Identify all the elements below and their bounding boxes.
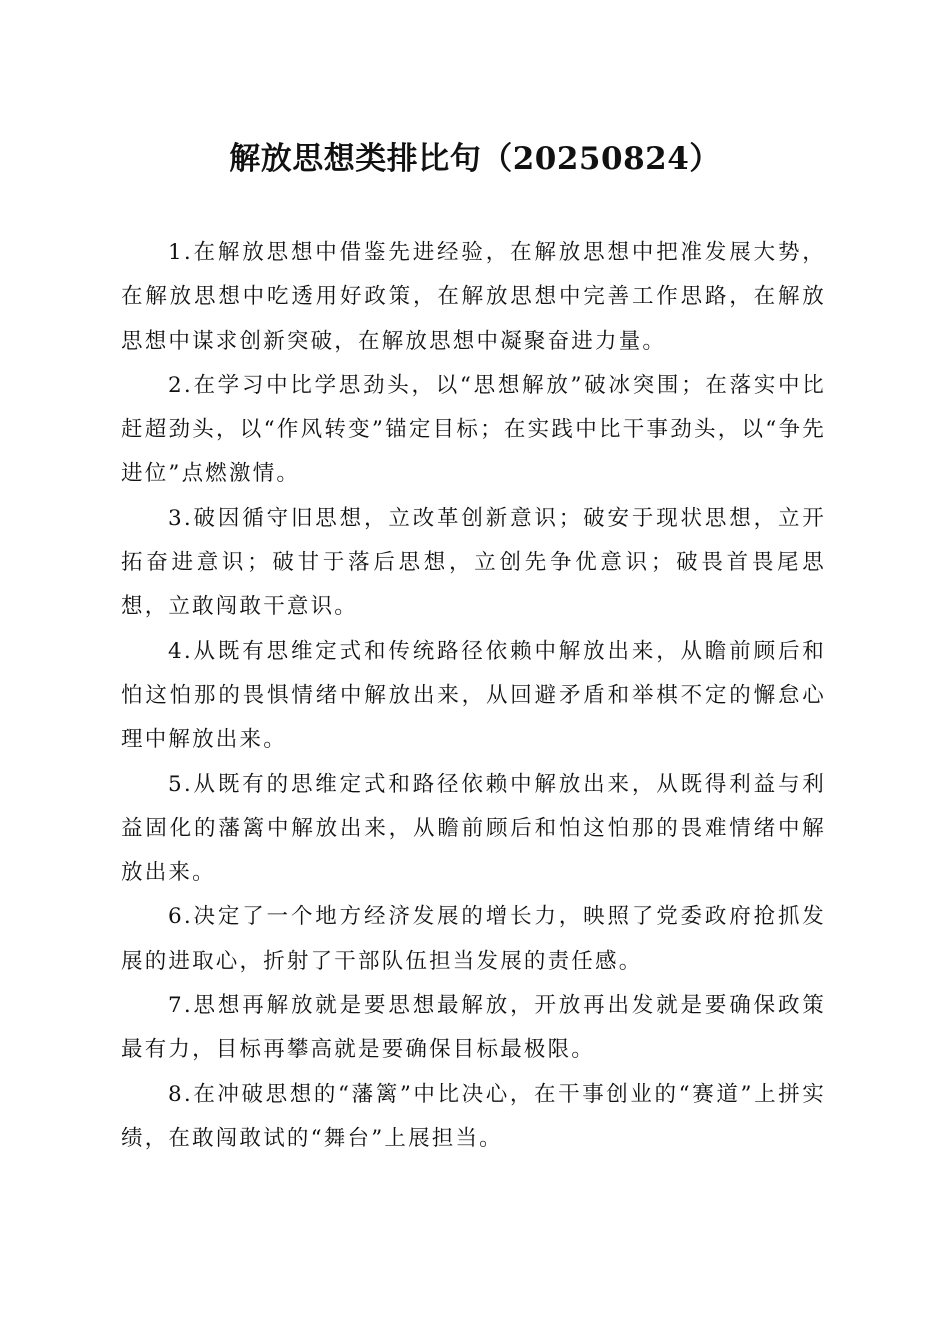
document-body xyxy=(121,231,826,1161)
document-title: 解放思想类排比句（20250824） xyxy=(229,141,721,177)
paragraph-2: 2.在学习中比学思劲头，以“思想解放”破冰突围；在落实中比赶超劲头，以“作风转变”锚定目标；在实践中比干事劲头，以“争先进位”点燃激情。 xyxy=(121,372,826,487)
paragraph-5: 5.从既有的思维定式和路径依赖中解放出来，从既得利益与利益固化的藩篱中解放出来，从瞻前顾后和怕这怕那的畏难情绪中解放出来。 xyxy=(121,771,826,886)
paragraph-8: 8.在冲破思想的“藩篱”中比决心，在干事创业的“赛道”上拼实绩，在敢闯敢试的“舞台”上展担当。 xyxy=(121,1081,826,1151)
paragraph-1: 1.在解放思想中借鉴先进经验，在解放思想中把准发展大势，在解放思想中吃透用好政策，在解放思想中完善工作思路，在解放思想中谋求创新突破，在解放思想中凝聚奋进力量。 xyxy=(121,240,826,354)
paragraph-3: 3.破因循守旧思想，立改革创新意识；破安于现状思想，立开拓奋进意识；破甘于落后思想，立创先争优意识；破畏首畏尾思想，立敢闯敢干意识。 xyxy=(121,505,826,620)
paragraph-6: 6.决定了一个地方经济发展的增长力，映照了党委政府抢抓发展的进取心，折射了干部队伍担当发展的责任感。 xyxy=(121,904,826,974)
paragraph-4: 4.从既有思维定式和传统路径依赖中解放出来，从瞻前顾后和怕这怕那的畏惧情绪中解放出来，从回避矛盾和举棋不定的懈怠心理中解放出来。 xyxy=(121,638,826,753)
paragraph-7: 7.思想再解放就是要思想最解放，开放再出发就是要确保政策最有力，目标再攀高就是要确保目标最极限。 xyxy=(121,993,826,1063)
